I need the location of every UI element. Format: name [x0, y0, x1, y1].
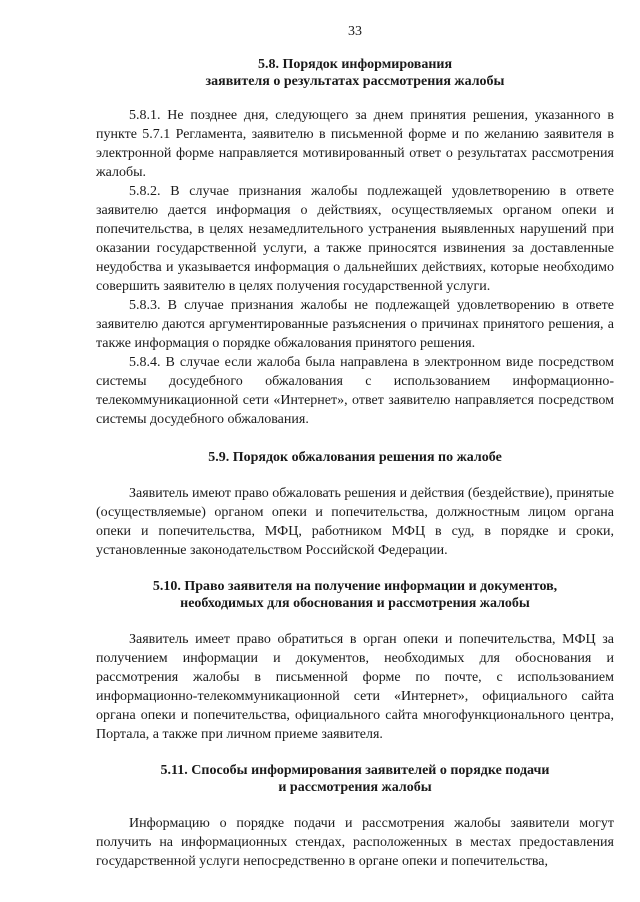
paragraph-5-11: Информацию о порядке подачи и рассмотрения жалобы заявители могут получить на информационных стендах, расположенных в местах предоставления государственной услуги непосредственно в органе опеки и попечительства, [96, 816, 614, 869]
paragraph-5-8-1: 5.8.1. Не позднее дня, следующего за днем принятия решения, указанного в пункте 5.7.1 Регламента, заявителю в письменной форме и по желанию заявителя в электронной форме направляется мотивированный ответ о результатах рассмотрения жалобы. [96, 108, 614, 180]
section-heading-line: 5.11. Способы информирования заявителей о порядке подачи [160, 763, 550, 778]
section-heading-5-9 [96, 449, 614, 466]
section-heading-5-8 [96, 56, 614, 90]
section-heading-line: и рассмотрения жалобы [278, 780, 432, 795]
section-heading-line: 5.10. Право заявителя на получение информации и документов, [152, 579, 558, 594]
paragraph-5-8-3: 5.8.3. В случае признания жалобы не подлежащей удовлетворению в ответе заявителю даются аргументированные разъяснения о причинах принятого решения, а также информация о порядке обжалования принятого решения. [96, 298, 614, 351]
page-number: 33 [348, 24, 362, 39]
paragraph-5-8-2: 5.8.2. В случае признания жалобы подлежащей удовлетворению в ответе заявителю дается информация о действиях, осуществляемых органом опеки и попечительства, в целях незамедлительного устранения выявленных нарушений при оказании государственной услуги, а также приносятся извинения за доставленные неудобства и указывается информация о дальнейших действиях, которые необходимо совершить заявителю в целях получения государственной услуги. [96, 184, 614, 294]
section-heading-line: 5.9. Порядок обжалования решения по жалобе [208, 450, 502, 465]
paragraph-5-8-4: 5.8.4. В случае если жалоба была направлена в электронном виде посредством системы досудебного обжалования с использованием информационно-телекоммуникационной сети «Интернет», ответ заявителю направляется посредством системы досудебного обжалования. [96, 355, 614, 427]
paragraph-5-9: Заявитель имеют право обжаловать решения и действия (бездействие), принятые (осуществляемые) органом опеки и попечительства, должностным лицом органа опеки и попечительства, МФЦ, работником МФЦ в суд, в порядке и сроки, установленные законодательством Российской Федерации. [96, 486, 614, 558]
section-heading-line: 5.8. Порядок информирования [257, 57, 453, 72]
section-heading-line: необходимых для обоснования и рассмотрения жалобы [180, 596, 530, 611]
section-heading-line: заявителя о результатах рассмотрения жалобы [205, 74, 505, 89]
section-heading-5-11 [96, 762, 614, 796]
document-page [96, 24, 614, 871]
paragraph-5-10: Заявитель имеет право обратиться в орган опеки и попечительства, МФЦ за получением информации и документов, необходимых для обоснования и рассмотрения жалобы в письменной форме по почте, с использованием информационно-телекоммуникационной сети «Интернет», официального сайта органа опеки и попечительства, официального сайта многофункционального центра, Портала, а также при личном приеме заявителя. [96, 632, 614, 742]
section-heading-5-10 [96, 578, 614, 612]
